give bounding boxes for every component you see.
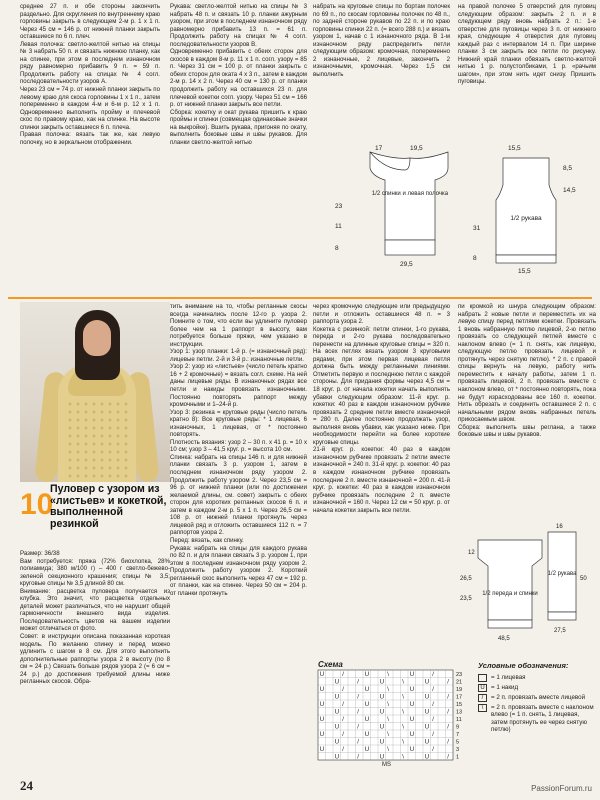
legend-item-text: = 1 лицевая (491, 673, 526, 681)
watermark: PassionForum.ru (531, 784, 592, 793)
left-diag-label-1: 17 (375, 145, 383, 152)
ssk-symbol: \ (478, 704, 487, 712)
top-text-column-1 (20, 3, 160, 146)
right-diag-label-5: 8 (473, 255, 477, 262)
scheme-stitch-symbol: \ (402, 709, 404, 716)
scheme-stitch-symbol: U (364, 687, 370, 693)
right-diag-label-7: 15,5 (518, 268, 531, 275)
left-diag-label-7: 29,5 (400, 261, 413, 268)
scheme-stitch-symbol: / (447, 709, 449, 716)
scheme-stitch-symbol: U (319, 687, 325, 693)
scheme-stitch-symbol: / (432, 732, 434, 738)
scheme-stitch-symbol: / (342, 702, 344, 708)
scheme-stitch-symbol: U (334, 754, 340, 761)
k2tog-symbol: / (478, 694, 487, 702)
sleeve-schematic (468, 140, 588, 280)
scheme-stitch-symbol: U (334, 709, 340, 716)
right-diag-label-4: 31 (473, 225, 481, 232)
scheme-stitch-symbol: / (447, 739, 449, 746)
pattern-number: 10 (20, 488, 54, 521)
materials-block (20, 550, 170, 686)
bottom-diag-label-10: 1/2 рукава (547, 571, 577, 577)
right-diag-label-1: 15,5 (508, 145, 521, 152)
right-diag-label-6: 1/2 рукава (510, 215, 542, 222)
scheme-stitch-symbol: U (379, 754, 385, 761)
scheme-stitch-symbol: U (409, 717, 415, 723)
scheme-repeat-label: MS (382, 762, 391, 768)
scheme-row-number: 21 (456, 679, 463, 686)
scheme-stitch-symbol: U (364, 672, 370, 678)
left-diag-label-4: 11 (335, 223, 342, 230)
scheme-stitch-symbol: U (424, 709, 430, 716)
back-front-schematic (330, 140, 465, 280)
bottom-diag-label-4: 1/2 переда и спинки (482, 591, 538, 597)
pattern-title-block (20, 482, 170, 550)
bottom-text-column-4 (458, 303, 596, 439)
scheme-stitch-symbol: / (342, 717, 344, 723)
scheme-stitch-symbol: U (319, 717, 325, 723)
scheme-title: Схема (318, 660, 343, 669)
scheme-stitch-symbol: / (432, 672, 434, 678)
scheme-stitch-symbol: \ (387, 702, 389, 708)
scheme-stitch-symbol: U (319, 672, 325, 678)
scheme-row-number: 7 (456, 732, 460, 738)
scheme-stitch-symbol: / (357, 754, 359, 761)
scheme-stitch-symbol: U (379, 694, 385, 701)
scheme-stitch-symbol: \ (387, 717, 389, 723)
stitch-scheme (316, 668, 476, 768)
scheme-stitch-symbol: \ (402, 679, 404, 686)
scheme-row-number: 19 (456, 687, 463, 693)
bottom-diag-label-9: 50 (580, 576, 587, 582)
scheme-row-number: 11 (456, 717, 462, 723)
scheme-stitch-symbol: \ (402, 724, 404, 731)
legend-title: Условные обозначения: (478, 661, 569, 670)
materials-text: Размер: 36/38 Вам потребуется: пряжа (72% биохлопка, 28% полиамида; 380 м/100 г) – 400 г светло-бежево-зеленой секционного крашения; спицы № 3,5; круговые спицы № 3,5 длиной 80 см. Внимание: расцветка пуловера получается из клубка. Это значит, что расцветка отдельных деталей может различаться, что не нарушит общей гармоничности внешнего вида изделия. Последовательность цветов на вашем изделии может отличаться от фото. Совет: в инструкции описана показанная короткая модель. По желанию спинку и перед можно удлинить с шагом в 8 см. Для этого выполнить дополнительные раппорты узора 2 в высоту (по 8 см = 24 р.) Связать больше рядов узора 2 (= 6 см = 24 р.) до достижения требуемой длины ниже регланных скосов. Обра- (20, 550, 170, 686)
scheme-stitch-symbol: / (357, 679, 359, 686)
bottom-diag-label-5: 48,5 (498, 636, 510, 642)
scheme-stitch-symbol: U (364, 747, 370, 753)
scheme-stitch-symbol: U (409, 732, 415, 738)
bottom-col4-text: пи кромкой из шнура следующим образом: набрать 2 новые петли и переместить их на левую спицу перед петлями кокетки. Провязать 1 вновь набранную петлю лицевой, 2-ю петлю провязать со следующей петлей вместе с наклоном влево (= 1 п. снять, как лицевую, следующую петлю провязать лицевой и протянуть через снятую петлю). * 2 п. с правой спицы вернуть на левую, работу нить переместить к началу работы, затем 1 п. провязать лицевой, 2 п. провязать вместе с наклоном влево, от * постоянно повторять, пока не будут израсходованы все 160 п. кокетки. Нить обрезать и соединить оставшиеся 2 п. с начальными рядом вновь набранных петель прикосаемым швом. Сборка: выполнить швы реглана, а также боковые швы и швы рукавов. (458, 303, 596, 439)
scheme-stitch-symbol: \ (387, 747, 389, 753)
pattern-title: Пуловер с узором из «листьев» и кокеткой, выполненной резинкой (50, 483, 167, 530)
section-divider (8, 297, 592, 299)
scheme-stitch-symbol: U (409, 687, 415, 693)
scheme-row-number: 3 (456, 747, 460, 753)
scheme-stitch-symbol: / (447, 724, 449, 731)
model-photo (20, 302, 170, 482)
scheme-stitch-symbol: U (409, 747, 415, 753)
scheme-stitch-symbol: U (334, 679, 340, 686)
bottom-diag-label-1: 12 (468, 550, 475, 556)
scheme-stitch-symbol: \ (402, 739, 404, 746)
scheme-stitch-symbol: U (424, 739, 430, 746)
top-text-column-4 (458, 3, 596, 86)
scheme-stitch-symbol: / (342, 732, 344, 738)
scheme-row-number: 9 (456, 724, 460, 731)
scheme-stitch-symbol: U (334, 724, 340, 731)
scheme-stitch-symbol: / (432, 687, 434, 693)
scheme-stitch-symbol: / (342, 747, 344, 753)
top-text-column-2 (170, 3, 307, 146)
scheme-row-number: 13 (456, 709, 463, 716)
knit-stitch-symbol (478, 674, 487, 682)
right-diag-label-2: 8,5 (563, 165, 573, 172)
scheme-stitch-symbol: U (424, 694, 430, 701)
scheme-stitch-symbol: U (334, 739, 340, 746)
left-diag-label-5: 8 (335, 245, 339, 252)
scheme-stitch-symbol: \ (402, 694, 404, 701)
left-diag-caption: 1/2 спинки и левая полочка (371, 191, 449, 197)
scheme-stitch-symbol: / (432, 747, 434, 753)
legend-item (478, 704, 596, 734)
scheme-stitch-symbol: U (424, 679, 430, 686)
legend-item-text: = 1 накид (491, 683, 519, 691)
scheme-row-number: 15 (456, 702, 463, 708)
scheme-stitch-symbol: U (364, 732, 370, 738)
scheme-stitch-symbol: / (432, 717, 434, 723)
bottom-col2-text: тить внимание на то, чтобы регланные скосы всегда начинались после 12-го р. узора 2. Помните о том, что если вы удлините пуловер более чем на 1 раппорт в высоту, вам потребуется больше пряжи, чем указано в инструкции. Узор 1: узор планки: 1-й р. (= изнаночный ряд): лицевые петли. 2-й и 3-й р.: изнаночные петли. Узор 2: узор из «листьев» (число петель кратно 16 + 2 кромочные) = вязать согл. схеме. На ней даны лицевые ряды. В изнаночных рядах все петли и накиды провязать изнаночными. Постоянно повторять раппорт между кромочными и 1–24-й р. Узор 3: резинка = круговые ряды (число петель кратно 8): Все круговые ряды: * 1 лицевая, 6 изнаночных, 1 лицевая, от * постоянно повторять. Плотность вязания: узор 2 – 30 п. x 41 р. = 10 x 10 см; узор 3 – 41,5 круг. р. = высота 10 см. Спинка: набрать на спицы 146 п. и для нижней планки связать 3 р. узором 1, затем в последнем изнаночном ряду узором 2. Продолжить работу узором 2. Через 23,5 см = 96 р. от нижней планки (или по достижении желаемой длины, см. совет) закрыть с обеих сторон для коротких регланных скосов 6 п. и затем в каждом 2-м р. 5 x 1 п. Через 26,5 см = 108 р. от нижней планки протянуть через лицевой ряд и отложить оставшиеся 112 п. = 7 раппортов узора 2. Перед: вязать, как спинку. Рукава: набрать на спицы для каждого рукава по 82 п. и для планки связать 3 р. узором 1, при этом в последнем изнаночном ряду узором 2. Продолжить работу узором 2. Короткий регланный скос выполнить через 47 см = 192 р. от планки, как на спинке. Через 50 см = 204 р. от планки протянуть (170, 303, 307, 597)
right-diag-label-3: 14,5 (563, 187, 576, 194)
scheme-stitch-symbol: / (357, 739, 359, 746)
scheme-row-number: 1 (456, 754, 460, 761)
scheme-stitch-symbol: U (379, 679, 385, 686)
page-number: 24 (20, 778, 33, 793)
scheme-stitch-symbol: / (357, 694, 359, 701)
scheme-stitch-symbol: U (334, 694, 340, 701)
scheme-row-number: 23 (456, 672, 463, 678)
top-text-column-3 (313, 3, 450, 78)
scheme-row-number: 5 (456, 739, 460, 746)
bottom-col3-text: через кромочную следующие или предыдущую петли и отложить оставшиеся 48 п. = 3 раппорта узора 2. Кокетка с резинкой: петли спинки, 1-го рукава, переда и 2-го рукава последовательно перенести на длинные круговые спицы = 320 п. На всех петлях вязать узором 3 круговыми рядами, при этом первая лицевая петля должна быть между регланными линиями. Отметить первую и последнюю петли с каждой стороны. Для придания формы через 4,5 см = 18 круг. р. от начала кокетки начать выполнять убавки следующим образом: 11-й круг. р. кокетки: 40 раз в каждом изнаночном рубчике провязать 2 средние петли вместе изнаночной = 280 п. Далее постоянно продолжать узор, выполняя вновь убавки, как указано ниже. При необходимости перейти на более короткие круговые спицы. 21-й круг. р. кокетки: 40 раз в каждом изнаночном рубчике провязать 2 петли вместе изнаночной = 240 п. 31-й круг. р. кокетки: 40 раз в каждом изнаночном рубчике провязать последние 2 п. вместе изнаночной = 200 п. 41-й круг. р. кокетки: 40 раз в каждом изнаночном рубчике провязать последние 2 п. вместе изнаночной = 160 п. Через 12 см = 50 круг. р. от начала кокетки закрыть все петли. (313, 303, 450, 514)
bottom-diag-label-3: 23,5 (460, 596, 472, 602)
scheme-stitch-symbol: \ (387, 687, 389, 693)
legend-item (478, 684, 596, 692)
left-diag-label-2: 19,5 (410, 145, 423, 152)
scheme-stitch-symbol: / (447, 694, 449, 701)
scheme-stitch-symbol: U (409, 702, 415, 708)
scheme-stitch-symbol: U (379, 709, 385, 716)
scheme-stitch-symbol: U (319, 747, 325, 753)
scheme-stitch-symbol: U (424, 754, 430, 761)
scheme-stitch-symbol: / (342, 672, 344, 678)
scheme-stitch-symbol: / (432, 702, 434, 708)
yarn-over-symbol: U (478, 684, 487, 692)
bottom-diag-label-11: 27,5 (554, 628, 566, 634)
bottom-diag-label-2: 26,5 (460, 576, 472, 582)
legend-item (478, 694, 596, 702)
scheme-stitch-symbol: U (424, 724, 430, 731)
scheme-stitch-symbol: \ (402, 754, 404, 761)
left-diag-label-3: 23 (335, 203, 343, 210)
scheme-stitch-symbol: U (364, 717, 370, 723)
scheme-stitch-symbol: U (319, 732, 325, 738)
legend-item-text: = 2 п. провязать вместе с наклоном влево (= 1 п. снять, 1 лицевая, затем протянуть ее через снятую петлю) (491, 703, 594, 734)
scheme-stitch-symbol: U (319, 702, 325, 708)
top-col4-text: на правой полочке 5 отверстий для пуговиц следующим образом: закрыть 2 п. и в следующем ряду вновь набрать 2 п.: 1-е отверстие для пуговицы через 3 п. от нижнего края, следующие 4 отверстия для пуговиц каждый раз с интервалом 14 п. При ширине планки 3 см закрыть все петли по рисунку. Нижний край планки обвязать светло-желтой нитью 1 р. полустолбиками, 1 р. «рачьим шагом», при этом нить идет снизу. Пришить пуговицы. (458, 3, 596, 86)
scheme-stitch-symbol: U (409, 672, 415, 678)
legend-item-text: = 2 п. провязать вместе лицевой (491, 693, 586, 701)
scheme-row-number: 17 (456, 694, 463, 701)
scheme-stitch-symbol: U (364, 702, 370, 708)
legend (478, 662, 596, 736)
scheme-stitch-symbol: / (447, 754, 449, 761)
bottom-diag-label-6: 16 (556, 524, 563, 530)
scheme-stitch-symbol: U (379, 739, 385, 746)
scheme-stitch-symbol: / (447, 679, 449, 686)
scheme-stitch-symbol: U (379, 724, 385, 731)
top-col1-text: среднее 27 п. и обе стороны закончить раздельно. Для скругления по внутреннему краю горловины закрыть в следующем 2-м р. 1 x 1 п. Через 45 см = 146 р. от нижней планки закрыть оставшиеся по 6 п. плеч. Левая полочка: светло-желтой нитью на спицы № 3 набрать 50 п. и связать нижнюю планку, как на спинке, при этом в последнем изнаночном ряду равномерно прибавить 9 п. = 59 п. Продолжить работу на спицах № 4 согл. последовательности узоров А. Через 23 см = 74 р. от нижней планки закрыть по левому краю для скоса горловины 1 x 1 п., затем попеременно в каждом 4-м и 6-м р. 12 x 1 п. Одновременно выполнить пройму и плечевой скос по правому краю, как на спинке. На высоте спинки закрыть оставшиеся 6 п. плеча. Правая полочка: вязать так же, как левую полочку, но в зеркальном отображении. (20, 3, 160, 146)
scheme-stitch-symbol: \ (387, 732, 389, 738)
bottom-text-column-2 (170, 303, 307, 597)
bottom-text-column-3 (313, 303, 450, 514)
scheme-stitch-symbol: / (357, 709, 359, 716)
top-col2-text: Рукава: светло-желтой нитью на спицы № 3 набрать 48 п. и связать 10 р. планки ажурным узором, при этом в последнем изнаночном ряду равномерно прибавить 13 п. = 61 п. Продолжить работу на спицах № 4 согл. последовательности узоров В. Одновременно прибавить с обеих сторон для скосов в каждом 8-м р. 11 x 1 п. согл. узору = 85 п. Через 31 см = 100 р. от планки закрыть с обеих сторон для оката 4 x 3 п., затем в каждом 2-м р. 14 x 2 п. Через 40 см = 130 р. от планки продолжить работу на оставшихся 23 п. для плечевой кокетки согл. узору. Через 51 см = 166 р. от нижней планки закрыть все петли. Сборка: кокетку и окат рукава пришить к краю проймы и спинки (совмещая одинаковые значки на выкройке). Вшить рукава, пригоняя по окату, выполнить боковые швы и швы рукавов. Для планки светло-желтой нитью (170, 3, 307, 146)
scheme-stitch-symbol: / (357, 724, 359, 731)
legend-item (478, 674, 596, 682)
top-col3-text: набрать на круговые спицы по бортам полочек по 69 п., по скосам горловины полочек по 48 п., по задней стороне рукавов по 22 п. и по краю горловины спинки 22 п. (= всего 288 п.) и вязать узором 1, начав с 1 изнаночного ряда. В 1-м изнаночном ряду распределить петли следующим образом: кромочная, попеременно 2 изнаночные, 2 лицевые, закончить 2 изнаночными, кромочная. Через 1,5 см выполнить (313, 3, 450, 78)
scheme-stitch-symbol: \ (387, 672, 389, 678)
pullover-schematic (458, 520, 596, 650)
scheme-stitch-symbol: / (342, 687, 344, 693)
